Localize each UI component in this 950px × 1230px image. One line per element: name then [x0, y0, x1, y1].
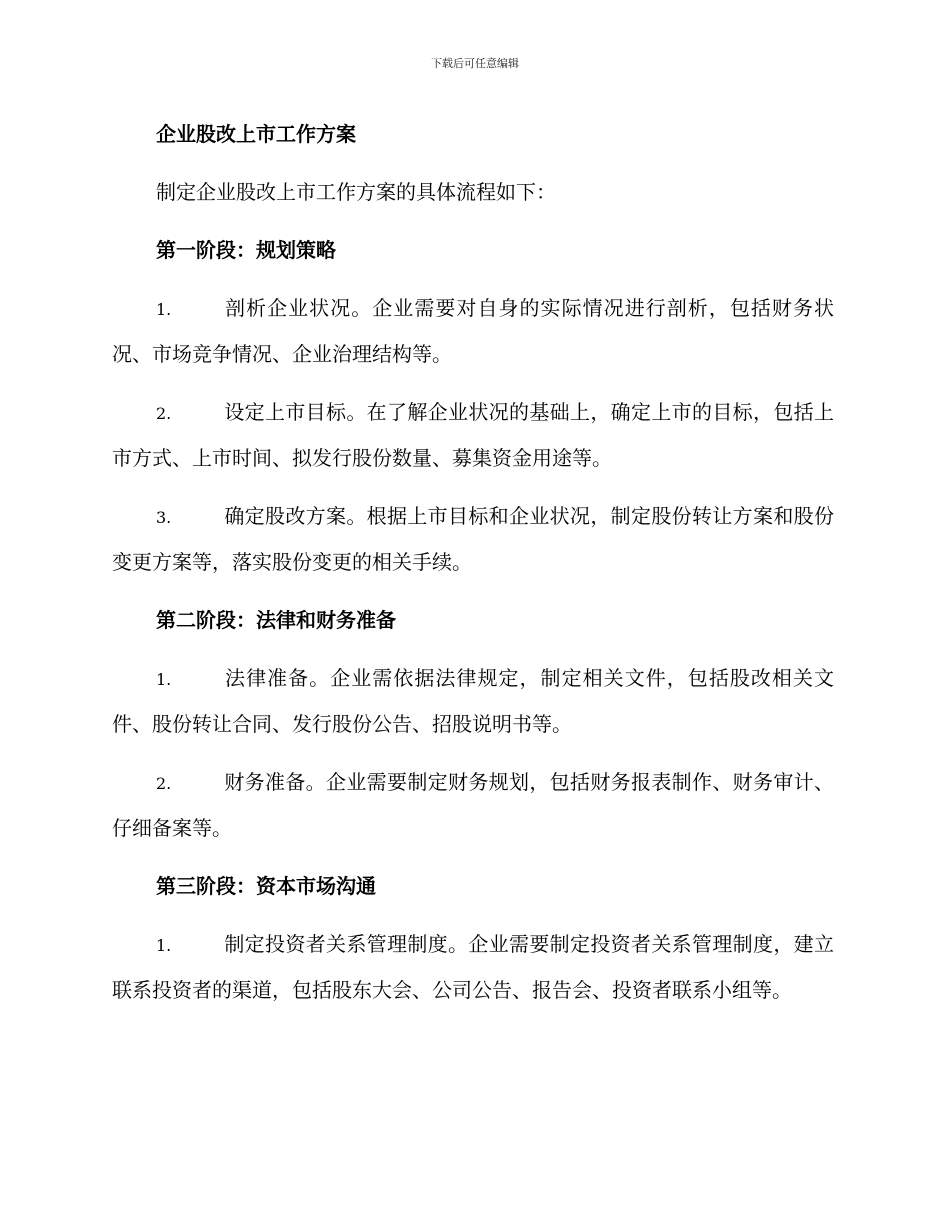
page-header: 下载后可任意编辑	[431, 57, 519, 70]
list-item-number: 2.	[156, 404, 172, 423]
list-item	[112, 656, 834, 746]
document-title: 企业股改上市工作方案	[156, 122, 356, 146]
list-item	[112, 286, 834, 376]
list-item-text: 确定股改方案。根据上市目标和企业状况，制定股份转让方案和股份变更方案等，落实股份变更的相关手续。	[112, 504, 834, 574]
list-item	[112, 494, 834, 584]
list-item	[112, 390, 834, 480]
list-item-text: 设定上市目标。在了解企业状况的基础上，确定上市的目标，包括上市方式、上市时间、拟发行股份数量、募集资金用途等。	[112, 400, 834, 470]
list-item-number: 2.	[156, 774, 172, 793]
list-item-text: 财务准备。企业需要制定财务规划，包括财务报表制作、财务审计、仔细备案等。	[112, 770, 834, 840]
list-item-number: 1.	[156, 936, 172, 955]
section-heading-1: 第一阶段：规划策略	[156, 238, 336, 262]
list-item	[112, 760, 834, 850]
section-heading-3: 第三阶段：资本市场沟通	[156, 874, 376, 898]
section-heading-2: 第二阶段：法律和财务准备	[156, 608, 396, 632]
document-body	[112, 112, 834, 1026]
list-item	[112, 922, 834, 1012]
list-item-number: 3.	[156, 508, 172, 527]
list-item-number: 1.	[156, 300, 172, 319]
list-item-number: 1.	[156, 670, 172, 689]
intro-paragraph: 制定企业股改上市工作方案的具体流程如下：	[156, 180, 556, 204]
list-item-text: 剖析企业状况。企业需要对自身的实际情况进行剖析，包括财务状况、市场竞争情况、企业治理结构等。	[112, 296, 834, 366]
list-item-text: 法律准备。企业需依据法律规定，制定相关文件，包括股改相关文件、股份转让合同、发行股份公告、招股说明书等。	[112, 666, 834, 736]
list-item-text: 制定投资者关系管理制度。企业需要制定投资者关系管理制度，建立联系投资者的渠道，包括股东大会、公司公告、报告会、投资者联系小组等。	[112, 932, 834, 1002]
